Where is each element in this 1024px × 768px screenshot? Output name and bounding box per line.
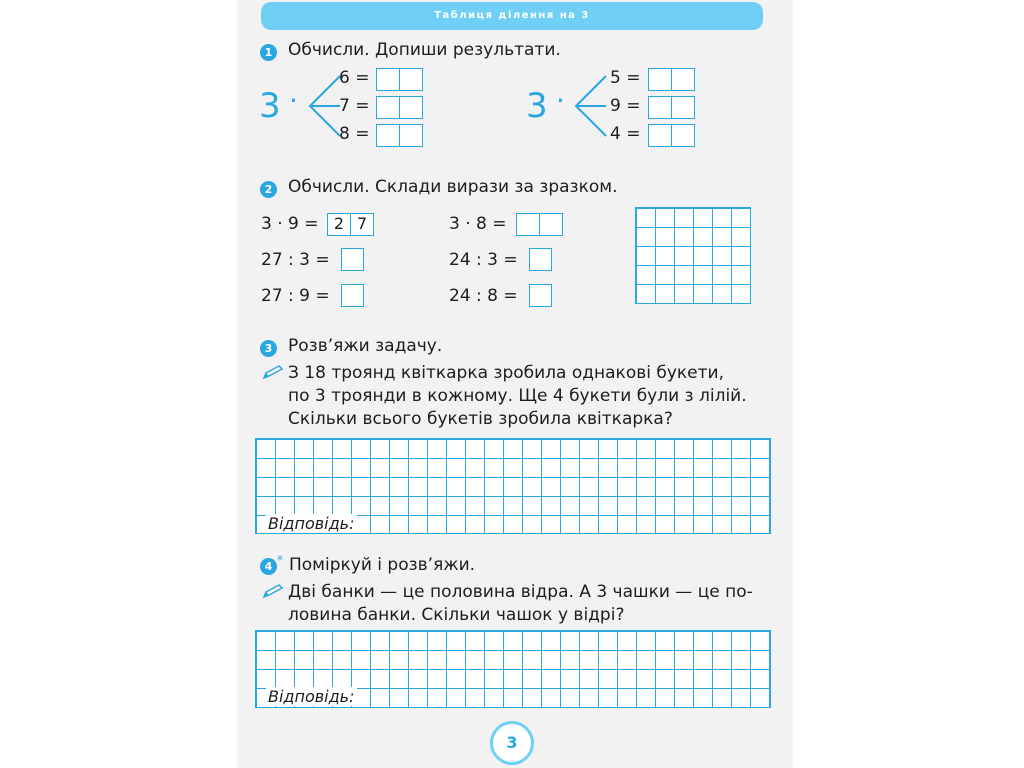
task-2-expression: 27 : 3 = <box>261 250 330 270</box>
task-1-right-item: 4 = <box>610 124 641 144</box>
answer-box[interactable] <box>529 248 552 271</box>
answer-box[interactable] <box>516 213 563 236</box>
task-4-line: Дві банки — це половина відра. А 3 чашки — це по- <box>288 582 753 602</box>
page-number: 3 <box>490 721 534 765</box>
task-2-number: 2 <box>260 181 277 198</box>
task-1-right-factor: 3 <box>526 86 548 126</box>
task-3-line: Скільки всього букетів зробила квіткарка? <box>288 409 673 429</box>
task-4-answer-label: Відповідь: <box>268 687 355 706</box>
pencil-icon <box>262 364 284 380</box>
answer-box-filled[interactable] <box>327 213 374 236</box>
branch-lines-right <box>572 70 608 140</box>
task-2-expression: 27 : 9 = <box>261 286 330 306</box>
task-2-expression: 24 : 3 = <box>449 250 518 270</box>
task-3-line: З 18 троянд квіткарка зробила однакові букети, <box>288 363 724 383</box>
task-4-number: 4 <box>260 558 277 575</box>
multiply-dot: · <box>556 84 565 117</box>
task-3-number: 3 <box>260 340 277 357</box>
answer-box[interactable] <box>376 68 423 91</box>
task-3-line: по 3 троянди в кожному. Ще 4 букети були з лілій. <box>288 386 747 406</box>
branch-lines-left <box>306 70 342 140</box>
task-2-expression: 24 : 8 = <box>449 286 518 306</box>
task-3-title: Розв’яжи задачу. <box>288 336 443 356</box>
task-1-left-item: 7 = <box>339 96 370 116</box>
task-1-right-item: 9 = <box>610 96 641 116</box>
pencil-icon <box>262 583 284 599</box>
task-3-answer-label: Відповідь: <box>268 514 355 533</box>
answer-box[interactable] <box>648 124 695 147</box>
answer-digit: 7 <box>356 214 368 233</box>
task-1-left-item: 8 = <box>339 124 370 144</box>
task-2-expression: 3 · 9 = <box>261 214 319 234</box>
answer-box[interactable] <box>341 284 364 307</box>
answer-box[interactable] <box>529 284 552 307</box>
task-2-expression: 3 · 8 = <box>449 214 507 234</box>
task-1-left-item: 6 = <box>339 68 370 88</box>
answer-box[interactable] <box>341 248 364 271</box>
star-icon: * <box>277 553 283 567</box>
task-1-right-item: 5 = <box>610 68 641 88</box>
task-2-text: Обчисли. Склади вирази за зразком. <box>288 177 618 197</box>
task-1-text: Обчисли. Допиши результати. <box>288 40 561 60</box>
task-2-grid[interactable] <box>635 207 751 304</box>
task-4-line: ловина банки. Скільки чашок у відрі? <box>288 605 625 625</box>
task-1-left-factor: 3 <box>259 86 281 126</box>
answer-box[interactable] <box>648 96 695 119</box>
page-header: Таблиця ділення на 3 <box>261 2 763 30</box>
task-4-title: Поміркуй і розв’яжи. <box>289 555 476 575</box>
answer-box[interactable] <box>376 124 423 147</box>
answer-box[interactable] <box>376 96 423 119</box>
answer-digit: 2 <box>328 214 351 235</box>
task-1-number: 1 <box>260 44 277 61</box>
answer-box[interactable] <box>648 68 695 91</box>
multiply-dot: · <box>289 84 298 117</box>
